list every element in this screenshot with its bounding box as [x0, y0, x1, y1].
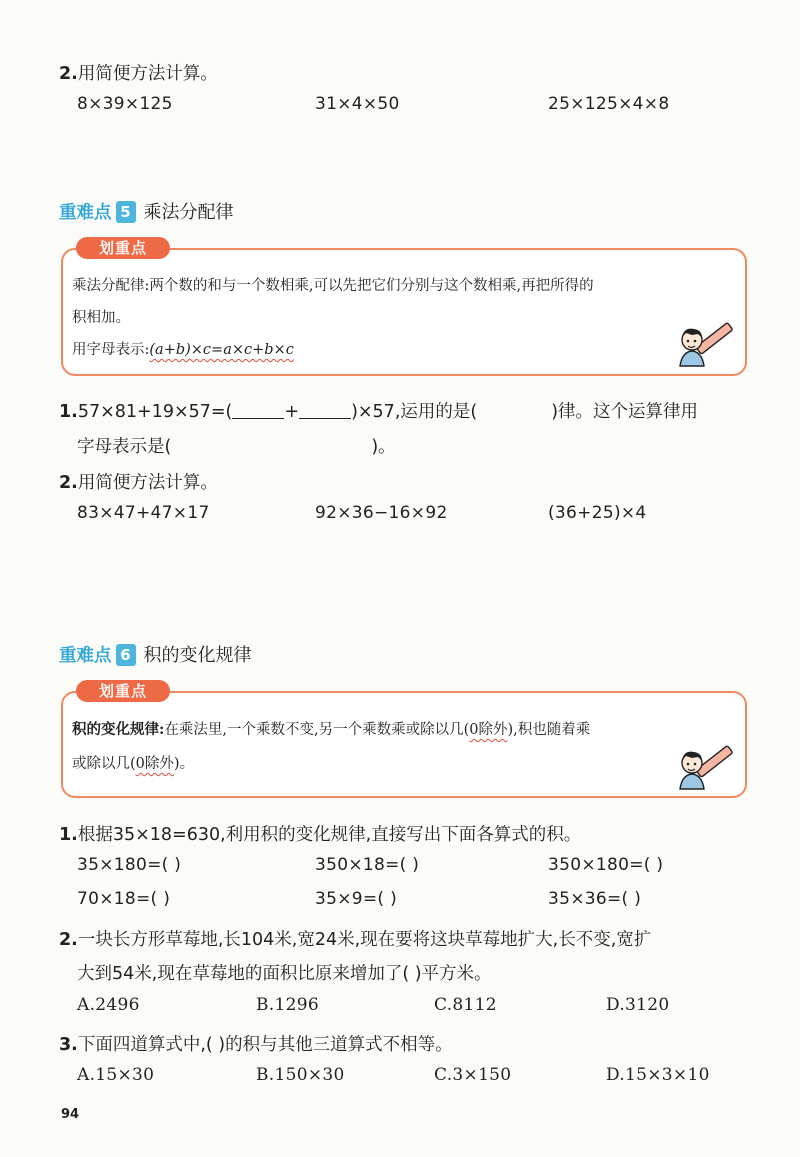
note-line: 积相加。 — [72, 310, 130, 326]
key-point-tag: 划重点 — [76, 680, 170, 702]
s6-q2-line1 — [59, 926, 651, 951]
s6-q3 — [59, 1031, 453, 1056]
note-emphasis: 0除外 — [135, 756, 174, 772]
formula: (a+b)×c=a×c+b×c — [149, 342, 294, 358]
note-term: 积的变化规律: — [72, 721, 165, 738]
option-d[interactable]: D.3120 — [606, 995, 670, 1015]
section-number: 6 — [116, 644, 136, 666]
expression: 8×39×125 — [77, 94, 173, 114]
q-text: )。 — [371, 437, 396, 457]
q-text: )律。这个运算律用 — [551, 402, 699, 422]
option-c[interactable]: C.3×150 — [434, 1065, 512, 1085]
option-c[interactable]: C.8112 — [434, 995, 497, 1015]
page-number: 94 — [61, 1107, 80, 1122]
q-text: 一块长方形草莓地,长104米,宽24米,现在要将这块草莓地扩大,长不变,宽扩 — [77, 930, 652, 950]
formula-line — [72, 338, 294, 359]
section-number: 5 — [116, 201, 136, 223]
expression: 83×47+47×17 — [77, 503, 210, 523]
expression: 31×4×50 — [315, 94, 400, 114]
student-mascot-icon — [672, 745, 736, 805]
option-d[interactable]: D.15×3×10 — [606, 1065, 710, 1085]
key-point-box — [61, 691, 747, 798]
q-number: 1. — [59, 825, 78, 845]
s6-q1 — [59, 821, 581, 846]
answer-blank[interactable] — [232, 402, 284, 419]
s5-q1-line2 — [77, 433, 396, 458]
option-a[interactable]: A.2496 — [77, 995, 140, 1015]
s6-q2-line2: 大到54米,现在草莓地的面积比原来增加了( )平方米。 — [77, 964, 492, 984]
q-number: 2. — [59, 473, 78, 493]
note-emphasis: 0除外 — [469, 722, 508, 738]
q-number: 1. — [59, 402, 78, 422]
note-text: 或除以几( — [72, 756, 136, 772]
s5-q2 — [59, 469, 218, 494]
q-text: 用简便方法计算。 — [77, 64, 218, 84]
q-number: 3. — [59, 1035, 78, 1055]
q-text: 根据35×18=630,利用积的变化规律,直接写出下面各算式的积。 — [77, 825, 582, 845]
q-text: + — [284, 402, 300, 422]
fill-expression[interactable]: 35×9=( ) — [315, 889, 398, 909]
note-line — [72, 718, 590, 739]
note-text: )。 — [173, 756, 195, 772]
key-point-tag: 划重点 — [76, 237, 170, 259]
fill-expression[interactable]: 35×36=( ) — [548, 889, 642, 909]
q-text: 57×81+19×57=( — [77, 402, 233, 422]
expression: 25×125×4×8 — [548, 94, 670, 114]
q-number: 2. — [59, 64, 78, 84]
section-6-header — [59, 641, 252, 667]
fill-expression[interactable]: 350×18=( ) — [315, 855, 420, 875]
expression: 92×36−16×92 — [315, 503, 448, 523]
fill-expression[interactable]: 350×180=( ) — [548, 855, 664, 875]
option-b[interactable]: B.1296 — [256, 995, 319, 1015]
section-5-header — [59, 198, 234, 224]
top-q2 — [59, 60, 218, 85]
note-text: 在乘法里,一个乘数不变,另一个乘数乘或除以几( — [164, 722, 470, 738]
s5-q1-line1 — [59, 398, 698, 423]
q-text: 下面四道算式中,( )的积与其他三道算式不相等。 — [77, 1035, 453, 1055]
section-label: 重难点 — [59, 646, 112, 666]
section-title: 积的变化规律 — [143, 645, 252, 666]
note-line — [72, 752, 194, 773]
option-a[interactable]: A.15×30 — [77, 1065, 155, 1085]
q-text: )×57,运用的是( — [351, 402, 478, 422]
section-label: 重难点 — [59, 203, 112, 223]
q-text: 用简便方法计算。 — [77, 473, 218, 493]
fill-expression[interactable]: 70×18=( ) — [77, 889, 171, 909]
option-b[interactable]: B.150×30 — [256, 1065, 345, 1085]
note-line: 乘法分配律:两个数的和与一个数相乘,可以先把它们分别与这个数相乘,再把所得的 — [72, 278, 594, 294]
q-number: 2. — [59, 930, 78, 950]
fill-expression[interactable]: 35×180=( ) — [77, 855, 182, 875]
expression: (36+25)×4 — [548, 503, 647, 523]
q-text: 字母表示是( — [77, 437, 172, 457]
note-text: ),积也随着乘 — [507, 722, 591, 738]
formula-prefix: 用字母表示: — [72, 342, 150, 358]
answer-blank[interactable] — [299, 402, 351, 419]
student-mascot-icon — [672, 322, 736, 382]
section-title: 乘法分配律 — [143, 202, 234, 223]
